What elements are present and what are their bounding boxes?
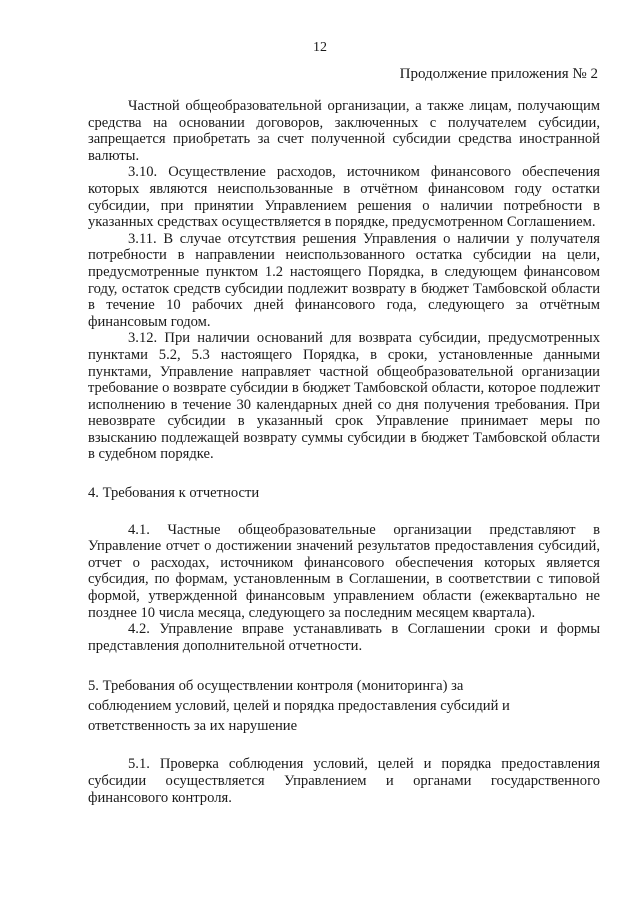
paragraph-4-2: 4.2. Управление вправе устанавливать в Соглашении сроки и формы представления дополнительной отчетности. <box>88 621 600 654</box>
section-5-heading-line: 5. Требования об осуществлении контроля (мониторинга) за <box>88 678 464 695</box>
paragraph-3-10: 3.10. Осуществление расходов, источником финансового обеспечения которых являются неиспользованные в отчётном финансовом году остатки субсидии, при принятии Управлением решения о наличии потребности в указанных средствах осуществляется в порядке, предусмотренном Соглашением. <box>88 164 600 231</box>
paragraph-5-1: 5.1. Проверка соблюдения условий, целей и порядка предоставления субсидии осуществляется Управлением и органами государственного финансового контроля. <box>88 756 600 806</box>
section-4-heading: 4. Требования к отчетности <box>88 485 260 502</box>
appendix-continuation-label: Продолжение приложения № 2 <box>399 66 598 82</box>
document-body <box>88 98 600 806</box>
paragraph-3-12: 3.12. При наличии оснований для возврата субсидии, предусмотренных пунктами 5.2, 5.3 настоящего Порядка, в сроки, установленные данными пунктами, Управление направляет частной общеобразовательной организации требование о возврате субсидии в бюджет Тамбовской области, которое подлежит исполнению в течение 30 календарных дней со дня получения требования. При невозврате субсидии в указанный срок Управление принимает меры по взысканию подлежащей возврату суммы субсидии в бюджет Тамбовской области в судебном порядке. <box>88 330 600 463</box>
page-number: 12 <box>313 40 327 55</box>
paragraph-foreign-currency: Частной общеобразовательной организации, а также лицам, получающим средства на основании договоров, заключенных с получателем субсидии, запрещается приобретать за счет полученной субсидии средства иностранной валюты. <box>88 98 600 164</box>
paragraph-4-1: 4.1. Частные общеобразовательные организации представляют в Управление отчет о достижении значений результатов предоставления субсидий, отчет о расходах, источником финансового обеспечения которых является субсидия, по формам, установленным в Соглашении, в соответствии с типовой формой, утвержденной финансовым управлением области (ежеквартально не позднее 10 числа месяца, следующего за последним месяцем квартала). <box>88 521 600 621</box>
paragraph-3-11: 3.11. В случае отсутствия решения Управления о наличии у получателя потребности в направлении неиспользованного остатка субсидии на цели, предусмотренные пунктом 1.2 настоящего Порядка, в следующем финансовом году, остаток средств субсидии подлежит возврату в бюджет Тамбовской области в течение 10 рабочих дней финансового года, следующего за отчётным финансовым годом. <box>88 230 600 330</box>
section-5-heading-line: ответственность за их нарушение <box>88 718 298 735</box>
section-5-heading <box>88 676 600 736</box>
section-5-heading-line: соблюдением условий, целей и порядка предоставления субсидий и <box>88 698 510 715</box>
